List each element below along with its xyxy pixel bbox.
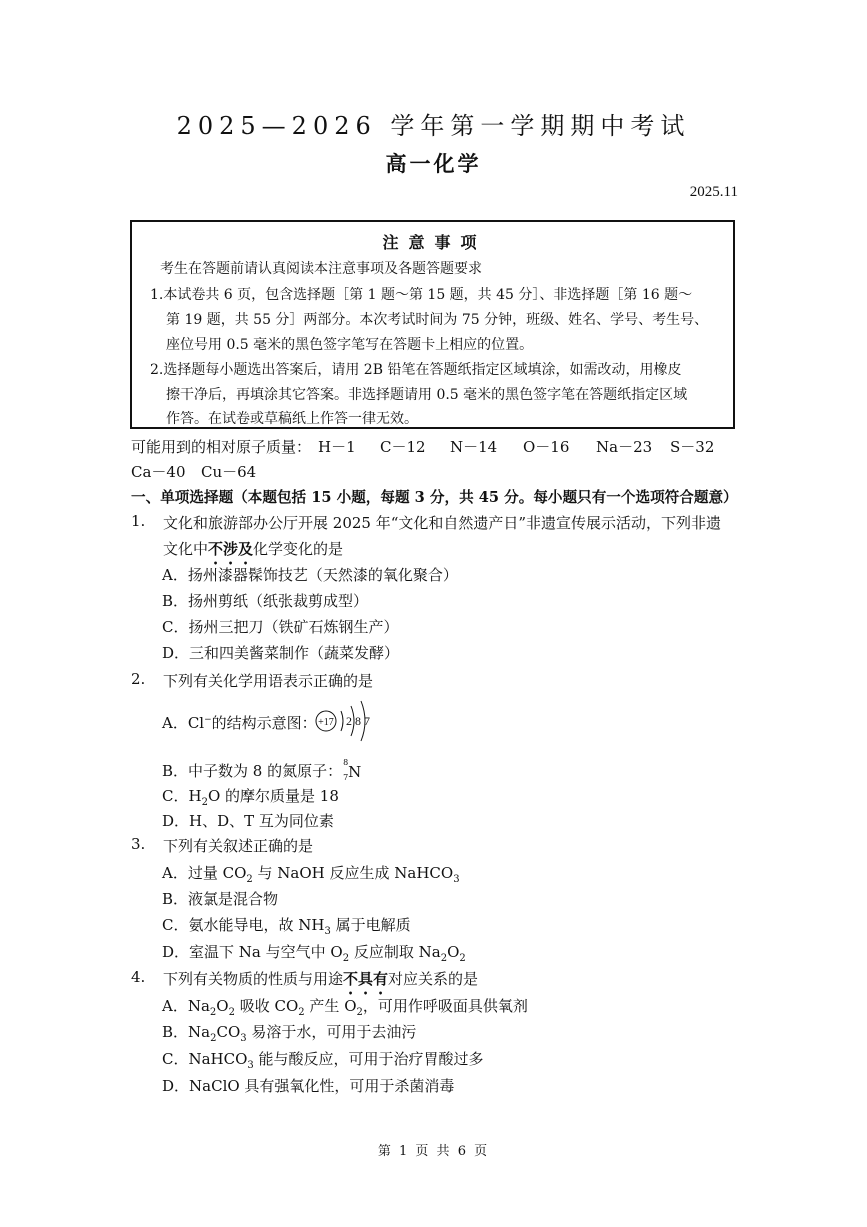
question-4-stem: 下列有关物质的性质与用途不具有对应关系的是 — [163, 970, 479, 988]
exam-title: 2025—2026 学年第一学期期中考试 — [176, 112, 691, 140]
question-number: 2. — [131, 670, 146, 688]
atomic-mass-label: 可能用到的相对原子质量： — [131, 438, 312, 456]
nucleus-charge: +17 — [318, 717, 334, 728]
notice-intro: 考生在答题前请认真阅读本注意事项及各题答题要求 — [160, 261, 482, 277]
section-heading: 一、单项选择题（本题包括 15 小题，每题 3 分，共 45 分。每小题只有一个选项符合题意） — [131, 489, 738, 506]
question-4-option-c: C．NaHCO$_3$ 能与酸反应，可用于治疗胃酸过多 — [162, 1050, 484, 1071]
question-4-option-d: D．NaClO 具有强氧化性，可用于杀菌消毒 — [162, 1077, 455, 1095]
notice-item1-line3: 座位号用 0.5 毫米的黑色签字笔写在答题卡上相应的位置。 — [166, 337, 534, 353]
question-3-option-c: C．氨水能导电，故 $NH_3$ 属于电解质 — [162, 916, 411, 937]
question-number: 1. — [131, 512, 146, 530]
subject-title: 高一化学 — [385, 151, 482, 176]
question-1-stem-line2: 文化中不涉及化学变化的是 — [163, 540, 344, 558]
chlorine-ion-structure-diagram — [314, 698, 384, 748]
exam-date: 2025.11 — [689, 184, 738, 200]
question-number: 3. — [131, 835, 146, 853]
notice-item2-line2: 擦干净后，再填涂其它答案。非选择题请用 0.5 毫米的黑色签字笔在答题纸指定区域 — [166, 387, 688, 403]
notice-item2-line3: 作答。在试卷或草稿纸上作答一律无效。 — [166, 411, 418, 427]
question-3-option-a: A．过量 $CO_2$ 与 NaOH 反应生成 NaHCO$_3$ — [162, 864, 460, 885]
question-3-option-d: D．室温下 Na 与空气中 $O_2$ 反应制取 $Na_2O_2$ — [162, 943, 466, 964]
question-1-stem-line1: 文化和旅游部办公厅开展 2025 年“文化和自然遗产日”非遗宣传展示活动，下列非遗 — [163, 514, 722, 532]
atomic-mass-item: Ca－40 — [131, 463, 186, 481]
question-3-option-b: B．液氯是混合物 — [162, 890, 279, 908]
emphasis-text: 不具有 — [343, 970, 389, 988]
question-2-option-c: C．$H_2O$ 的摩尔质量是 18 — [162, 787, 339, 808]
nitrogen-nuclide-symbol: 8 7 N — [343, 758, 362, 782]
page-footer: 第 1 页 共 6 页 — [377, 1144, 490, 1159]
atomic-mass-item: Cu－64 — [201, 463, 257, 481]
atomic-mass-item: Na－23 — [596, 438, 653, 456]
notice-box — [130, 220, 735, 429]
question-2-option-b: B．中子数为 8 的氮原子： 8 7 N — [162, 758, 362, 782]
emphasis-text: 不涉及 — [208, 540, 254, 558]
question-2-option-a: A．Cl−的结构示意图： — [162, 714, 317, 732]
electron-shells: 2 8 7 — [346, 714, 370, 728]
question-3-stem: 下列有关叙述正确的是 — [163, 837, 314, 855]
notice-item1-line1: 1.本试卷共 6 页，包含选择题［第 1 题～第 15 题，共 45 分］、非选择题［第 16 题～ — [150, 287, 693, 303]
question-2-option-d: D．H、D、T 互为同位素 — [162, 812, 334, 830]
question-4-option-b: B．$Na_2CO_3$ 易溶于水，可用于去油污 — [162, 1023, 417, 1044]
notice-item1-line2: 第 19 题，共 55 分］两部分。本次考试时间为 75 分钟，班级、姓名、学号、考生号、 — [166, 312, 709, 328]
notice-title: 注意事项 — [382, 233, 487, 252]
atomic-mass-item: S－32 — [670, 438, 715, 456]
question-1-option-c: C．扬州三把刀（铁矿石炼钢生产） — [162, 618, 399, 636]
question-1-option-d: D．三和四美酱菜制作（蔬菜发酵） — [162, 644, 400, 662]
question-2-stem: 下列有关化学用语表示正确的是 — [163, 672, 374, 690]
question-1-option-a: A．扬州漆器髹饰技艺（天然漆的氧化聚合） — [162, 566, 458, 584]
question-number: 4. — [131, 968, 146, 986]
atomic-mass-item: N－14 — [450, 438, 498, 456]
question-4-option-a: A．$Na_2O_2$ 吸收 $CO_2$ 产生 $O_2$，可用作呼吸面具供氧剂 — [162, 997, 528, 1018]
question-1-option-b: B．扬州剪纸（纸张裁剪成型） — [162, 592, 369, 610]
atomic-mass-item: H－1 — [318, 438, 356, 456]
atomic-mass-item: C－12 — [380, 438, 426, 456]
atomic-mass-item: O－16 — [523, 438, 570, 456]
notice-item2-line1: 2.选择题每小题选出答案后，请用 2B 铅笔在答题纸指定区域填涂，如需改动，用橡皮 — [150, 362, 682, 378]
